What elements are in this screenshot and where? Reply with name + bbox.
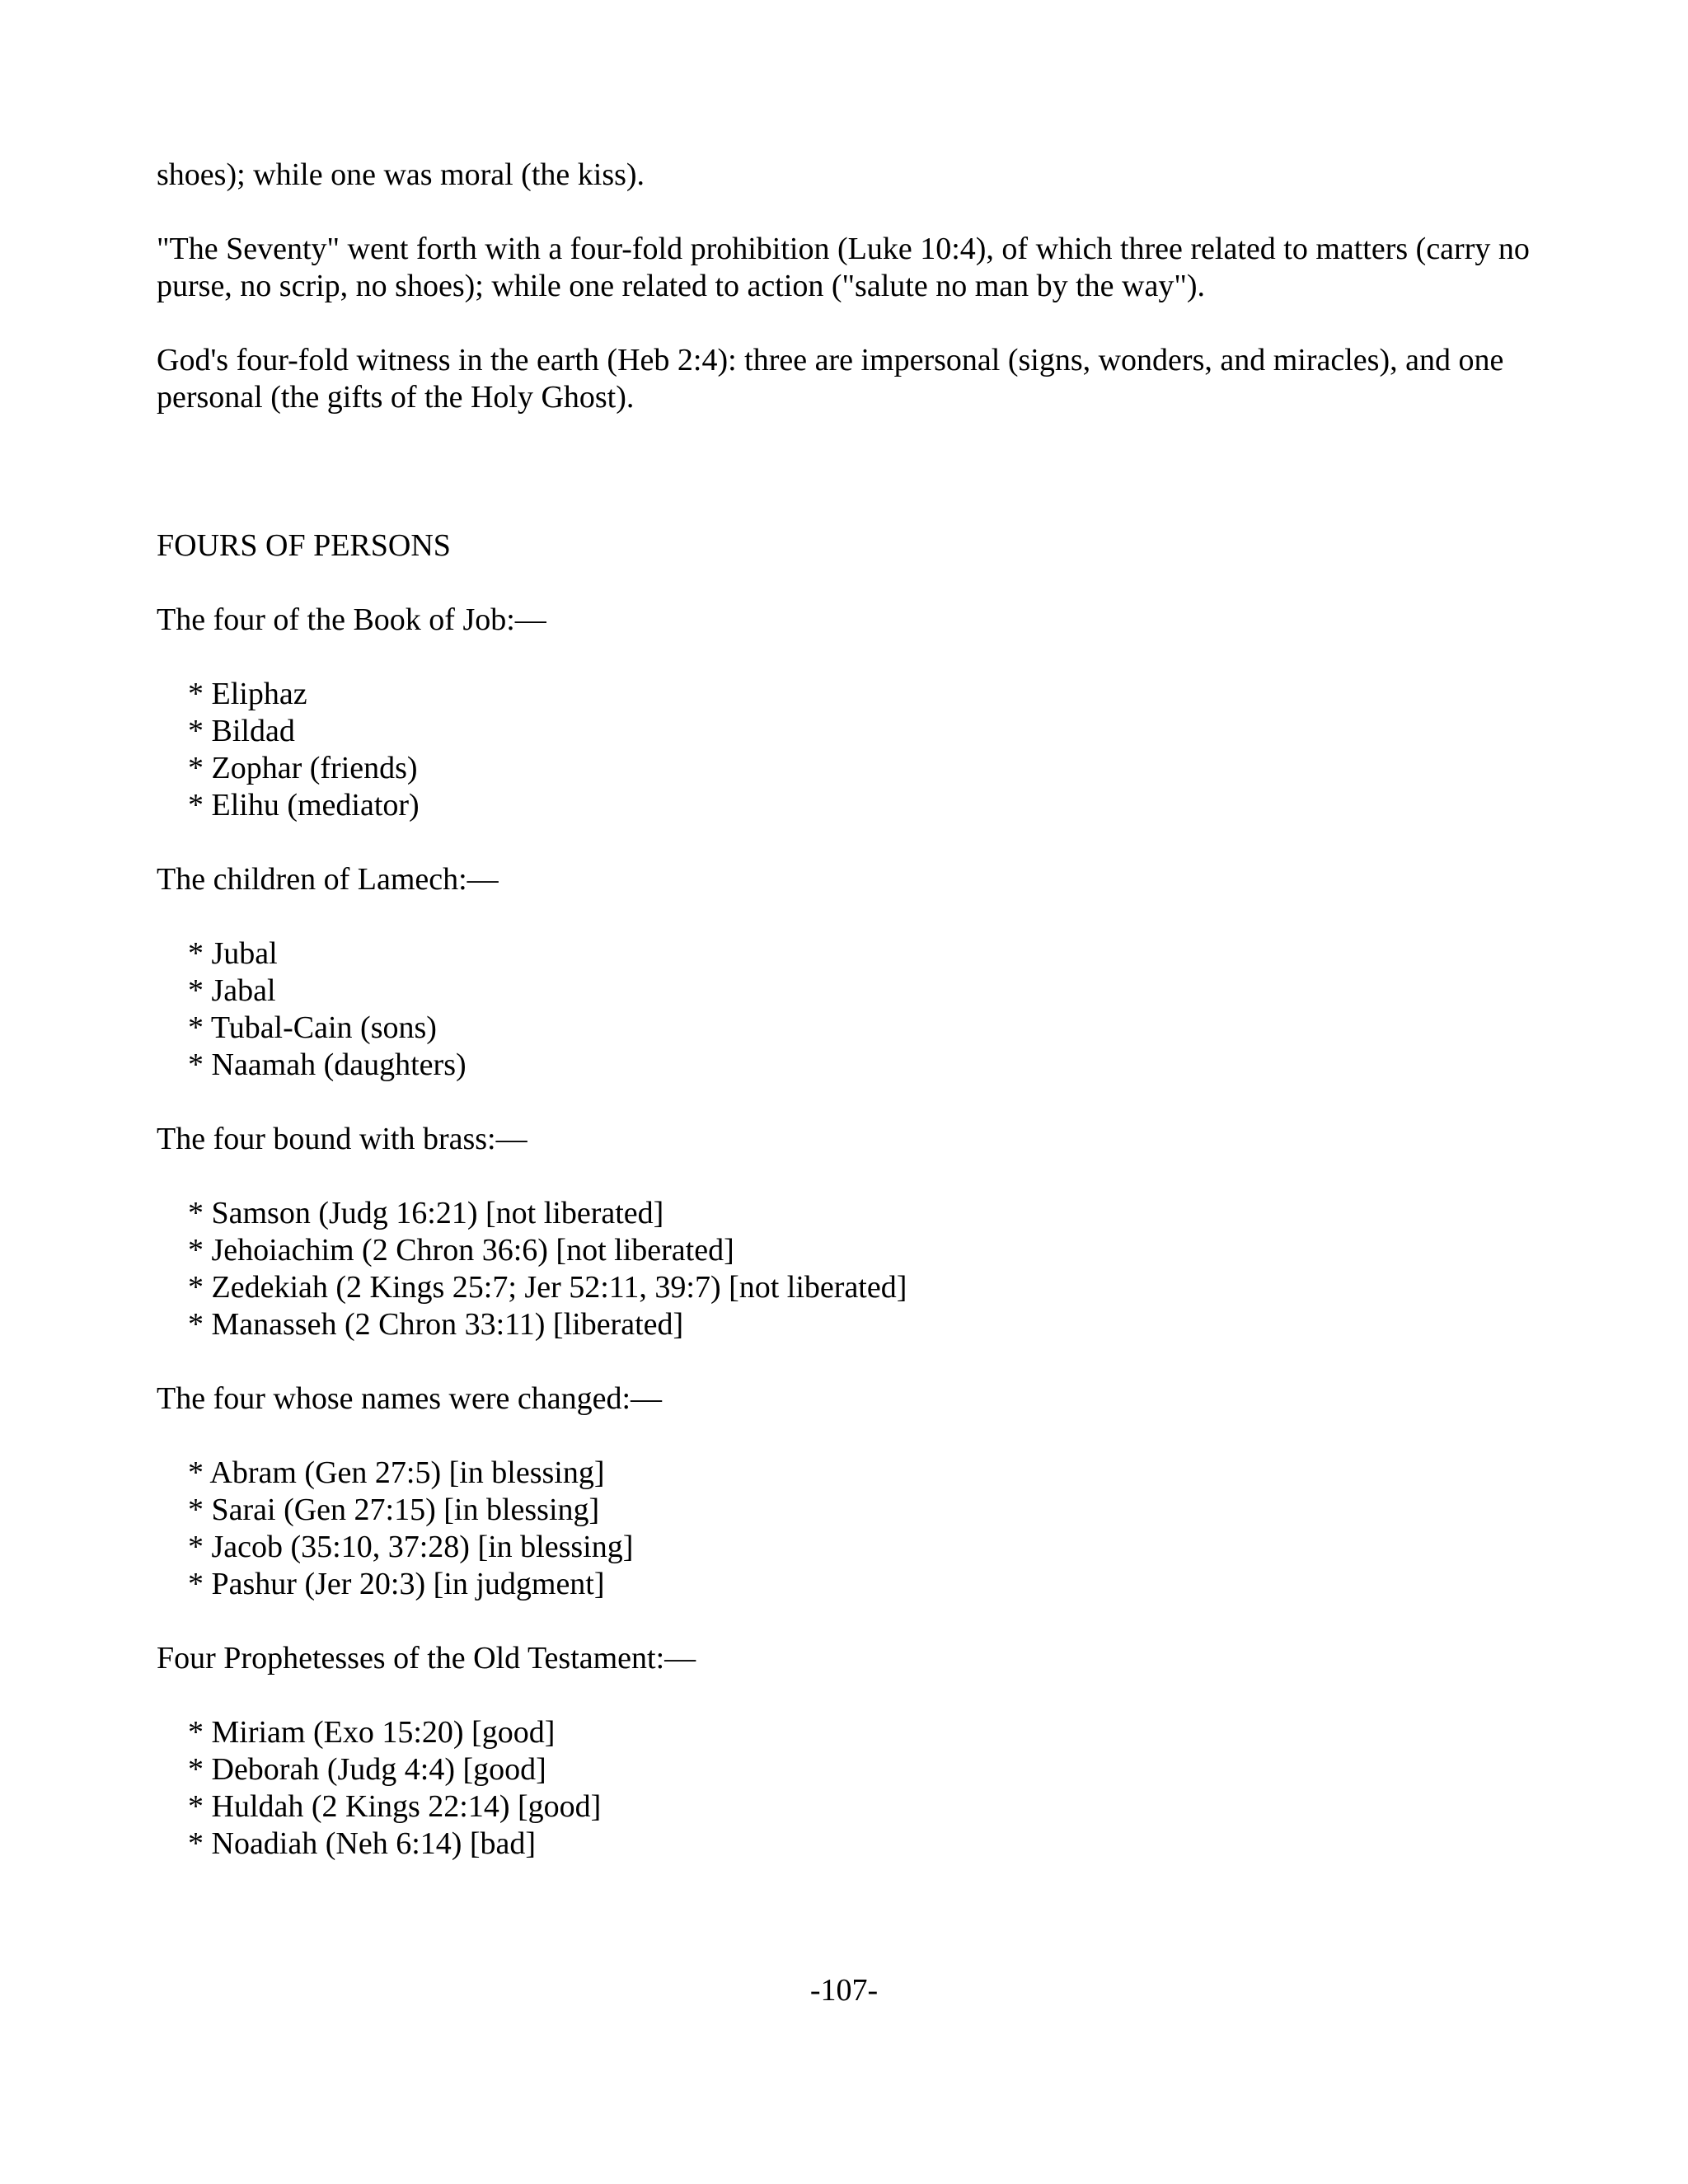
list-item: * Abram (Gen 27:5) [in blessing] bbox=[188, 1455, 605, 1490]
list-item: * Elihu (mediator) bbox=[188, 788, 420, 823]
list-item: * Jabal bbox=[188, 973, 276, 1008]
list-job bbox=[157, 676, 1558, 824]
list-item: * Zedekiah (2 Kings 25:7; Jer 52:11, 39:7) [not liberated] bbox=[188, 1270, 907, 1305]
list-item: * Huldah (2 Kings 22:14) [good] bbox=[188, 1789, 602, 1824]
list-item: * Manasseh (2 Chron 33:11) [liberated] bbox=[188, 1307, 684, 1342]
group-title-job: The four of the Book of Job:— bbox=[157, 602, 546, 637]
intro-paragraph-3: God's four-fold witness in the earth (Heb 2:4): three are impersonal (signs, wonders, and miracles), and one personal (the gifts of the Holy Ghost). bbox=[157, 343, 1504, 415]
group-title-names-changed: The four whose names were changed:— bbox=[157, 1381, 663, 1416]
list-item: * Sarai (Gen 27:15) [in blessing] bbox=[188, 1493, 600, 1527]
list-item: * Tubal-Cain (sons) bbox=[188, 1010, 437, 1045]
section-heading: FOURS OF PERSONS bbox=[157, 528, 451, 563]
list-prophetesses bbox=[157, 1714, 1558, 1863]
page-body bbox=[157, 157, 1558, 1900]
list-item: * Jubal bbox=[188, 936, 278, 971]
list-item: * Jacob (35:10, 37:28) [in blessing] bbox=[188, 1530, 634, 1564]
list-item: * Zophar (friends) bbox=[188, 751, 418, 785]
page-number: -107- bbox=[809, 1973, 879, 2008]
list-item: * Bildad bbox=[188, 714, 295, 748]
list-item: * Miriam (Exo 15:20) [good] bbox=[188, 1715, 556, 1750]
list-lamech bbox=[157, 935, 1558, 1084]
list-item: * Pashur (Jer 20:3) [in judgment] bbox=[188, 1567, 605, 1601]
group-title-lamech: The children of Lamech:— bbox=[157, 862, 499, 897]
list-item: * Noadiah (Neh 6:14) [bad] bbox=[188, 1826, 537, 1861]
list-names-changed bbox=[157, 1455, 1558, 1603]
list-item: * Deborah (Judg 4:4) [good] bbox=[188, 1752, 546, 1787]
list-brass bbox=[157, 1195, 1558, 1343]
intro-paragraph-2: "The Seventy" went forth with a four-fold prohibition (Luke 10:4), of which three related to matters (carry no purse, no scrip, no shoes); while one related to action ("salute no man by the way"). bbox=[157, 232, 1530, 303]
intro-paragraph-1: shoes); while one was moral (the kiss). bbox=[157, 157, 645, 192]
group-title-prophetesses: Four Prophetesses of the Old Testament:— bbox=[157, 1641, 696, 1675]
list-item: * Samson (Judg 16:21) [not liberated] bbox=[188, 1196, 664, 1230]
list-item: * Jehoiachim (2 Chron 36:6) [not liberated] bbox=[188, 1233, 734, 1268]
list-item: * Eliphaz bbox=[188, 677, 307, 711]
list-item: * Naamah (daughters) bbox=[188, 1047, 467, 1082]
group-title-brass: The four bound with brass:— bbox=[157, 1122, 528, 1156]
